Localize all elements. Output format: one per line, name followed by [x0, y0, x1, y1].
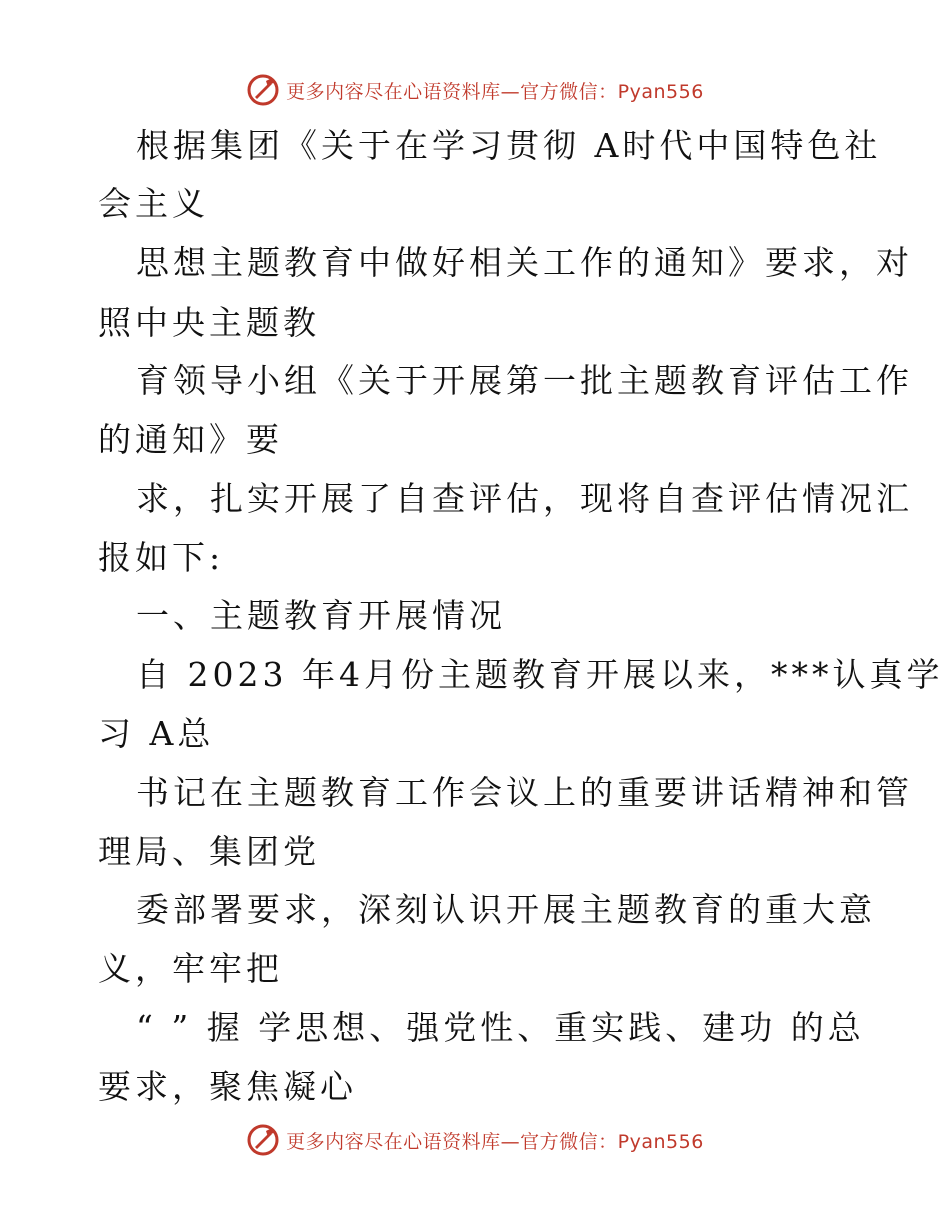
paragraph-line: 要求，聚焦凝心: [98, 1067, 357, 1106]
footer-banner: [0, 1120, 950, 1160]
quill-logo-icon: [246, 73, 280, 107]
paragraph-line: 理局、集团党: [98, 832, 320, 871]
paragraph-line: 委部署要求，深刻认识开展主题教育的重大意: [136, 890, 876, 929]
paragraph-line: 根据集团《关于在学习贯彻 A时代中国特色社: [136, 126, 882, 165]
paragraph-line: 求，扎实开展了自查评估，现将自查评估情况汇: [136, 479, 913, 518]
header-banner-text: 更多内容尽在心语资料库—官方微信：Pyan556: [286, 80, 704, 103]
paragraph-line: 义，牢牢把: [98, 949, 283, 988]
footer-banner-text: 更多内容尽在心语资料库—官方微信：Pyan556: [286, 1130, 704, 1153]
header-banner: [0, 70, 950, 110]
paragraph-line: 育领导小组《关于开展第一批主题教育评估工作: [136, 361, 913, 400]
paragraph-line: 思想主题教育中做好相关工作的通知》要求，对: [136, 243, 913, 282]
paragraph-line: 照中央主题教: [98, 303, 320, 342]
paragraph-line: 报如下:: [98, 538, 225, 577]
paragraph-line: 自 2023 年4月份主题教育开展以来，***认真学: [136, 655, 944, 694]
paragraph-line: “ ” 握 学思想、强党性、重实践、建功 的总: [136, 1008, 865, 1047]
paragraph-line: 书记在主题教育工作会议上的重要讲话精神和管: [136, 773, 913, 812]
section-heading: 一、主题教育开展情况: [136, 596, 506, 635]
paragraph-line: 习 A总: [98, 714, 215, 753]
quill-logo-icon: [246, 1123, 280, 1157]
paragraph-line: 会主义: [98, 184, 209, 223]
paragraph-line: 的通知》要: [98, 420, 283, 459]
